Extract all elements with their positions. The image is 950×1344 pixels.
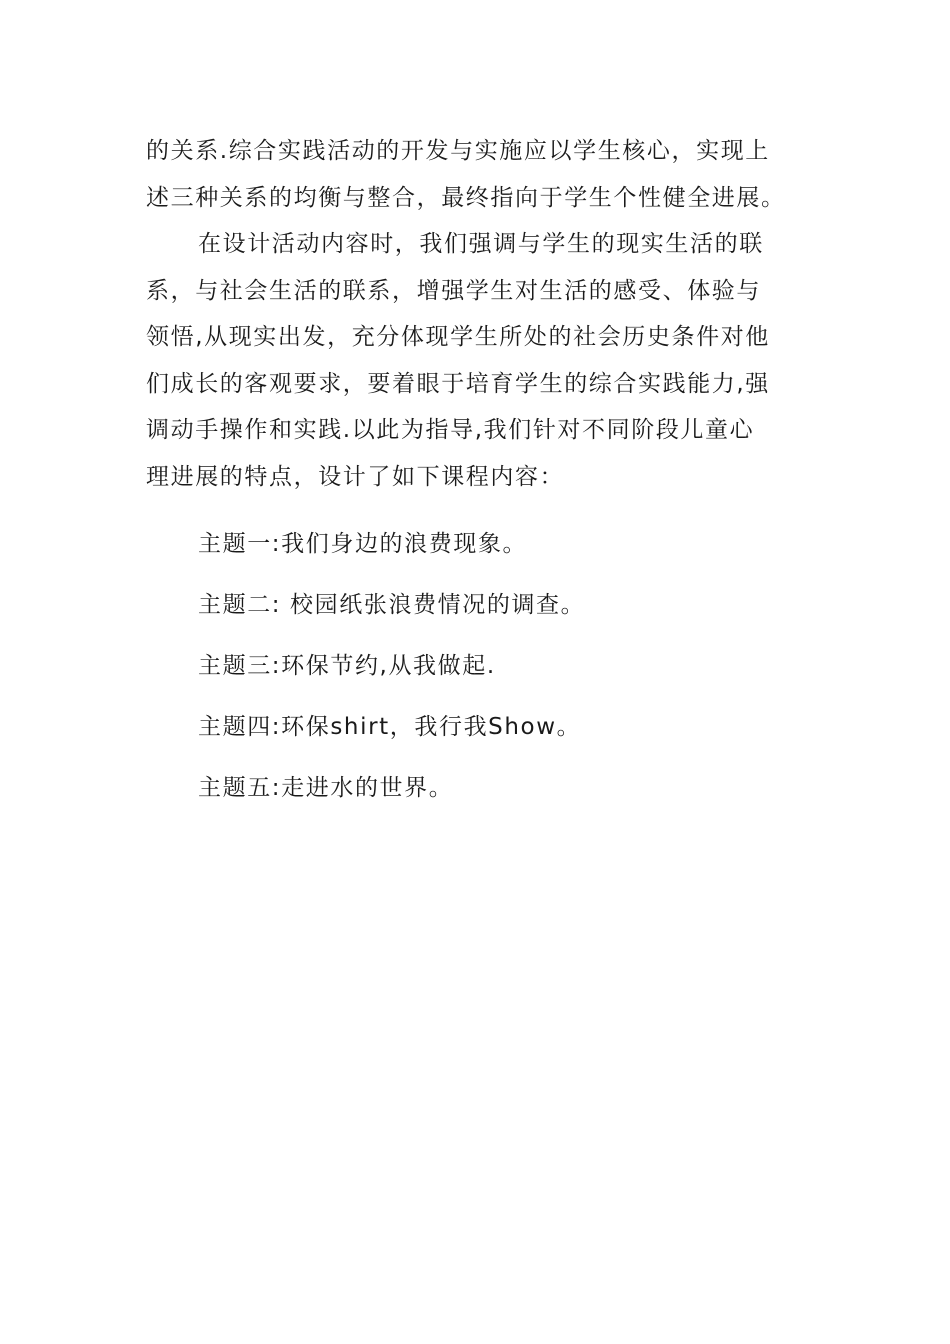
paragraph-line: 领悟,从现实出发，充分体现学生所处的社会历史条件对他 — [146, 324, 770, 350]
paragraph-line: 述三种关系的均衡与整合，最终指向于学生个性健全进展。 — [146, 184, 786, 211]
paragraph-line: 们成长的客观要求，要着眼于培育学生的综合实践能力,强 — [146, 370, 770, 397]
topic-list — [146, 514, 806, 819]
document-body — [146, 128, 806, 819]
paragraph-line: 在设计活动内容时，我们强调与学生的现实生活的联 — [198, 231, 764, 257]
topic-item: 主题二: 校园纸张浪费情况的调查。 — [198, 592, 586, 618]
paragraph-1 — [146, 128, 806, 221]
topic-item: 主题五:走进水的世界。 — [198, 775, 454, 801]
paragraph-line: 系，与社会生活的联系，增强学生对生活的感受、体验与 — [146, 277, 761, 304]
paragraph-line: 理进展的特点，设计了如下课程内容： — [146, 463, 565, 490]
paragraph-line: 的关系.综合实践活动的开发与实施应以学生核心，实现上 — [146, 138, 770, 164]
topic-item: 主题一:我们身边的浪费现象。 — [198, 531, 528, 557]
topic-item: 主题四:环保shirt，我行我Show。 — [198, 714, 582, 740]
topic-item: 主题三:环保节约,从我做起. — [198, 653, 496, 679]
paragraph-2 — [146, 221, 806, 500]
paragraph-line: 调动手操作和实践.以此为指导,我们针对不同阶段儿童心 — [146, 417, 755, 443]
